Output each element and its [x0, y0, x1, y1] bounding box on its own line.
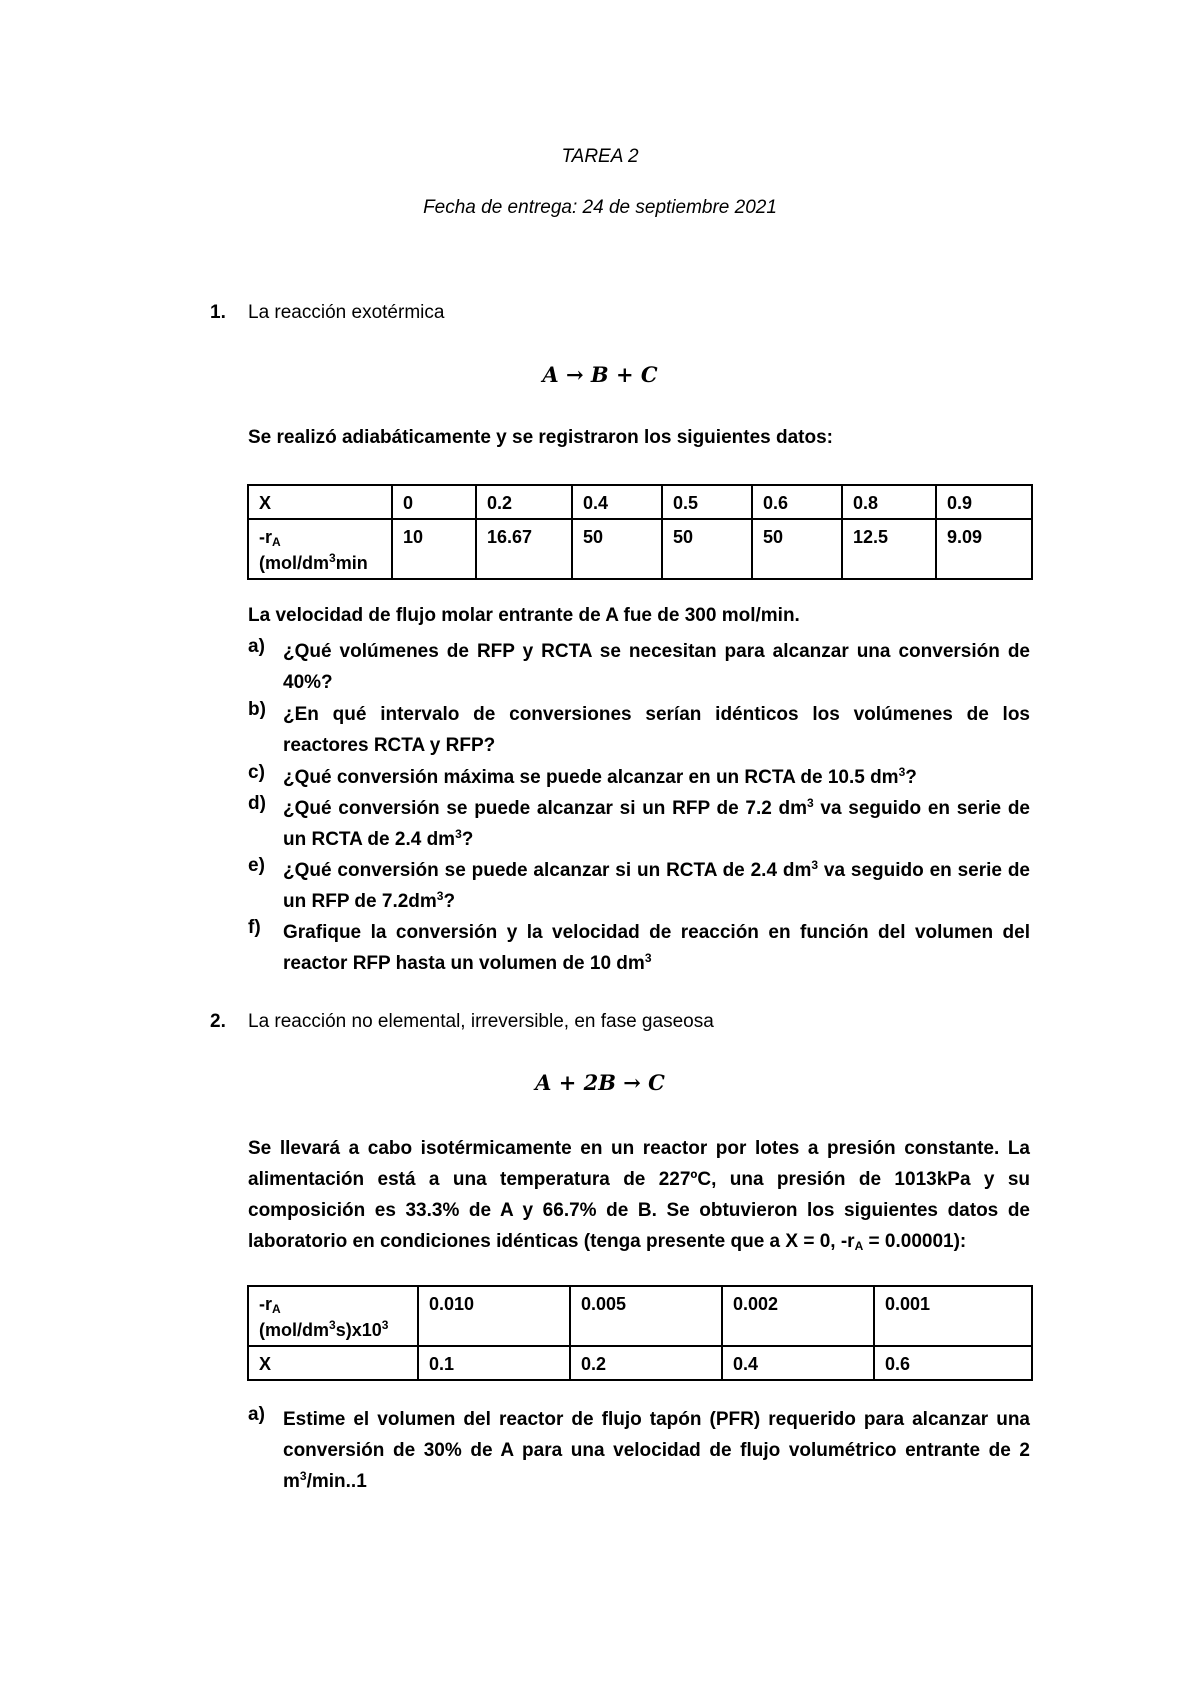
table-cell: 0.2 — [570, 1346, 722, 1380]
problem2-question-a-text: Estime el volumen del reactor de flujo tapón (PFR) requerido para alcanzar una conversión de 30% de A para una velocidad de flujo volumétrico entrante de 2 $m^3/\min..1$ — [283, 1409, 1030, 1492]
problem1-data-table — [247, 484, 1033, 580]
table-cell: 0.4 — [722, 1346, 874, 1380]
question-b-label: b) — [248, 699, 266, 720]
question-b-text: ¿En qué intervalo de conversiones serían idénticos los volúmenes de los reactores RCTA y RFP? — [283, 704, 1030, 756]
question-d-text: ¿Qué conversión se puede alcanzar si un RFP de 7.2 $dm^3$ va seguido en serie de un RCTA de 2.4 $dm^3$? — [283, 796, 1030, 850]
table-cell: 0.1 — [418, 1346, 570, 1380]
table-cell: 0.5 — [662, 485, 752, 519]
table-header-x: X — [248, 1346, 418, 1380]
problem2-number: 2. — [210, 1011, 226, 1032]
table-header-rate: $-r_A$ ($mol/dm^3\min$ — [248, 519, 392, 579]
table-cell: 0 — [392, 485, 476, 519]
table-cell: 10 — [392, 519, 476, 579]
question-f-label: f) — [248, 917, 261, 938]
table-cell: 0.002 — [722, 1286, 874, 1346]
table-cell: 50 — [572, 519, 662, 579]
table-cell: 50 — [752, 519, 842, 579]
problem1-flow-text: La velocidad de flujo molar entrante de A fue de 300 mol/min. — [248, 605, 800, 626]
table-header-rate: $-r_A$ $(mol/dm^3s)x10^3$ — [248, 1286, 418, 1346]
problem2-data-table — [247, 1285, 1033, 1381]
problem2-equation: A + 2B → C — [535, 1070, 665, 1095]
problem1-intro: La reacción exotérmica — [248, 302, 445, 323]
problem1-data-intro: Se realizó adiabáticamente y se registraron los siguientes datos: — [248, 427, 833, 448]
table-cell: 0.2 — [476, 485, 572, 519]
table-row — [248, 1346, 1032, 1380]
table-cell: 0.005 — [570, 1286, 722, 1346]
question-f-text: Grafique la conversión y la velocidad de reacción en función del volumen del reactor RFP hasta un volumen de 10 $dm^3$ — [283, 922, 1030, 974]
table-cell: 0.8 — [842, 485, 936, 519]
problem1-number: 1. — [210, 302, 226, 323]
question-d-label: d) — [248, 793, 266, 814]
table-row — [248, 1286, 1032, 1346]
problem2-intro: La reacción no elemental, irreversible, en fase gaseosa — [248, 1011, 714, 1032]
table-cell: 0.4 — [572, 485, 662, 519]
table-cell: 0.6 — [752, 485, 842, 519]
document-title: TAREA 2 — [561, 146, 639, 167]
table-cell: 0.6 — [874, 1346, 1032, 1380]
table-cell: 12.5 — [842, 519, 936, 579]
table-cell: 9.09 — [936, 519, 1032, 579]
table-header-x: X — [248, 485, 392, 519]
question-e-text: ¿Qué conversión se puede alcanzar si un RCTA de 2.4 $dm^3$ va seguido en serie de un RFP de $7.2dm^3$? — [283, 858, 1030, 912]
problem2-question-a-label: a) — [248, 1404, 265, 1425]
table-cell: 0.9 — [936, 485, 1032, 519]
problem1-equation: A → B + C — [542, 362, 658, 387]
table-cell: 50 — [662, 519, 752, 579]
question-c-text: ¿Qué conversión máxima se puede alcanzar en un RCTA de 10.5 $dm^3$? — [283, 765, 917, 788]
question-e-label: e) — [248, 855, 265, 876]
question-a-text: ¿Qué volúmenes de RFP y RCTA se necesitan para alcanzar una conversión de 40%? — [283, 641, 1030, 693]
table-cell: 0.010 — [418, 1286, 570, 1346]
problem2-paragraph: Se llevará a cabo isotérmicamente en un reactor por lotes a presión constante. La alimentación está a una temperatura de 227ºC, una presión de 1013kPa y su composición es 33.3% de A y 66.7% de B. Se obtuvieron los siguientes datos de laboratorio en condiciones idénticas (tenga presente que a X = 0, $-r_A = 0.00001$): — [248, 1138, 1030, 1253]
question-c-label: c) — [248, 762, 265, 783]
question-a-label: a) — [248, 636, 265, 657]
table-cell: 0.001 — [874, 1286, 1032, 1346]
table-cell: 16.67 — [476, 519, 572, 579]
table-row — [248, 519, 1032, 579]
table-row — [248, 485, 1032, 519]
due-date: Fecha de entrega: 24 de septiembre 2021 — [423, 197, 777, 218]
